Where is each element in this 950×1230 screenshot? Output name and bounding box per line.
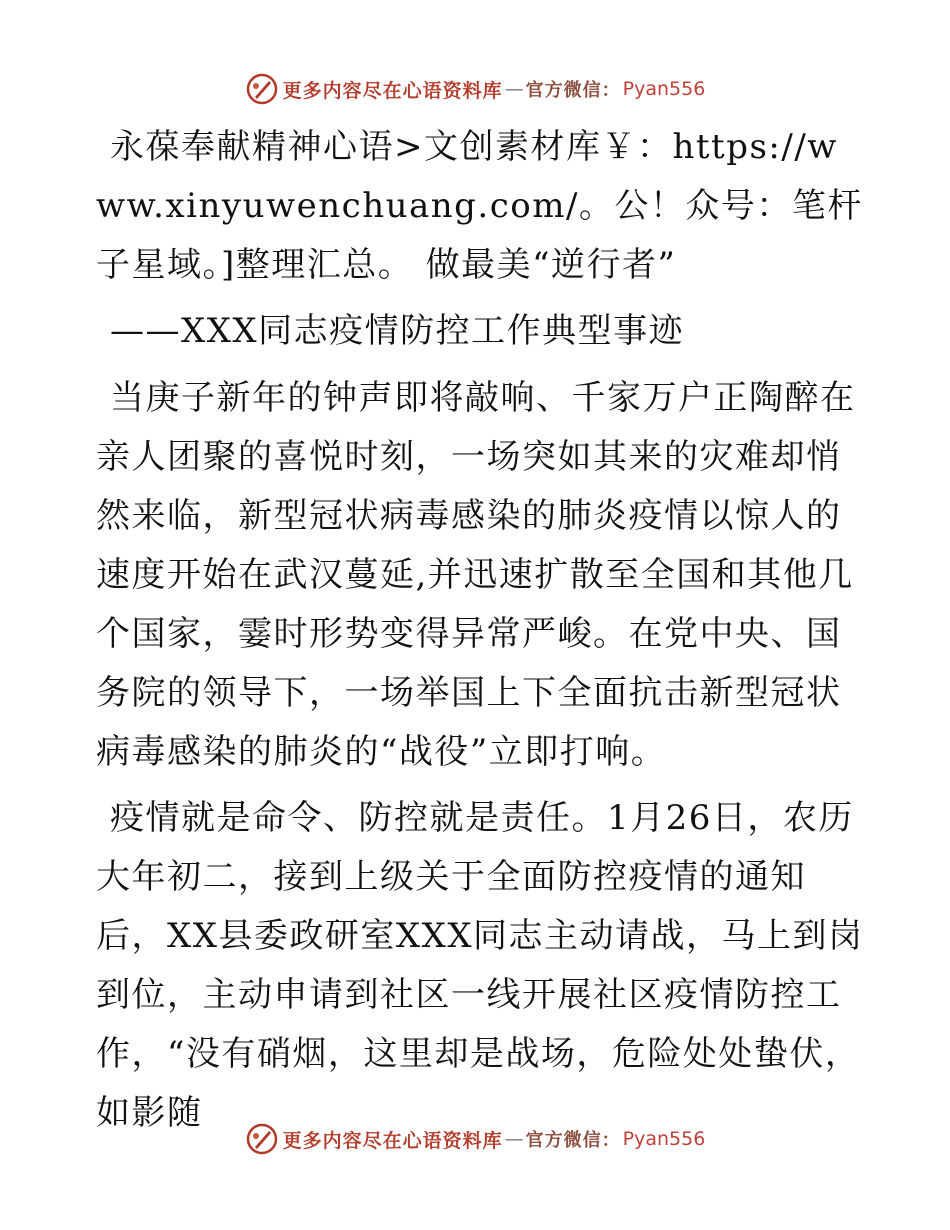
document-body — [96, 118, 866, 1150]
banner-separator: — — [504, 1128, 524, 1150]
intro-paragraph: 永葆奉献精神心语>文创素材库￥：https://www.xinyuwenchuang.com/。公！众号：笔杆子星域。]整理汇总。 做最美“逆行者” — [96, 127, 863, 285]
footer-watermark-banner — [0, 1122, 950, 1156]
banner-wechat-id: Pyan556 — [622, 78, 706, 100]
body-paragraph: 当庚子新年的钟声即将敲响、千家万户正陶醉在亲人团聚的喜悦时刻，一场突如其来的灾难却悄然来临，新型冠状病毒感染的肺炎疫情以惊人的速度开始在武汉蔓延,并迅速扩散至全国和其他几个国家，霎时形势变得异常严峻。在党中央、国务院的领导下，一场举国上下全面抗击新型冠状病毒感染的肺炎的“战役”立即打响。 — [96, 378, 856, 772]
banner-wechat-label: 官方微信： — [525, 1130, 621, 1151]
banner-brand-text: 更多内容尽在心语资料库 — [282, 79, 503, 102]
body-paragraph: 疫情就是命令、防控就是责任。1月26日，农历大年初二，接到上级关于全面防控疫情的通知后，XX县委政研室XXX同志主动请战，马上到岗到位，主动申请到社区一线开展社区疫情防控工作，“没有硝烟，这里却是战场，危险处处蛰伏，如影随 — [96, 798, 864, 1133]
banner-wechat-id: Pyan556 — [622, 1128, 706, 1150]
quill-logo-icon — [245, 1122, 279, 1156]
header-watermark-banner — [0, 72, 950, 106]
banner-wechat-label: 官方微信： — [525, 80, 621, 101]
banner-separator: — — [504, 78, 524, 100]
quill-logo-icon — [245, 72, 279, 106]
banner-brand-text: 更多内容尽在心语资料库 — [282, 1129, 503, 1152]
document-subtitle: ——XXX同志疫情防控工作典型事迹 — [110, 311, 685, 351]
